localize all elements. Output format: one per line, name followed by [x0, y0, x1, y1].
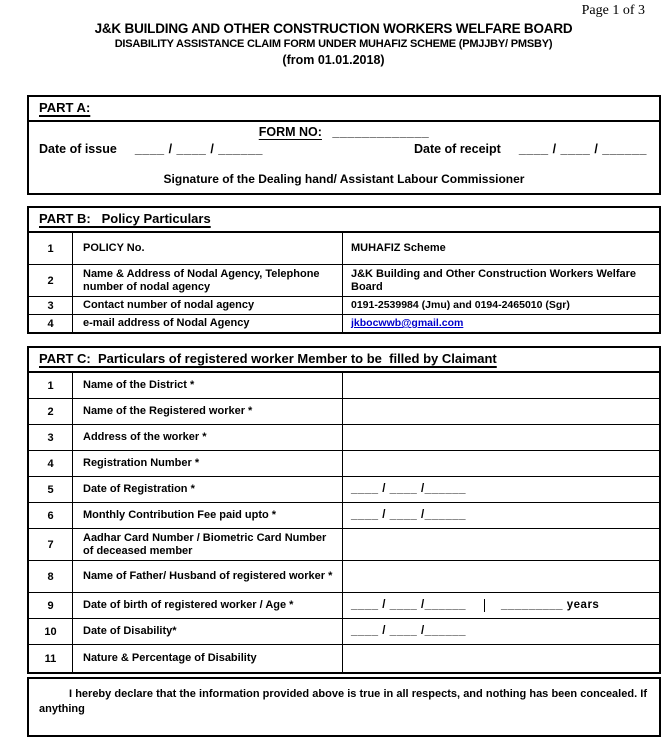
declaration-section — [27, 677, 661, 737]
worker-name-field[interactable] — [343, 399, 659, 424]
part-a-heading-row — [29, 97, 659, 122]
row-label: Nature & Percentage of Disability — [73, 645, 343, 672]
row-number: 1 — [29, 233, 73, 264]
row-label: Date of birth of registered worker / Age * — [73, 593, 343, 618]
part-b-heading: PART B: Policy Particulars — [39, 211, 211, 226]
table-row — [29, 399, 659, 425]
row-number: 5 — [29, 477, 73, 502]
table-row — [29, 529, 659, 561]
table-row — [29, 425, 659, 451]
header — [0, 20, 667, 69]
aadhar-number-field — [343, 529, 659, 560]
age-years-field[interactable]: _________ years — [501, 599, 600, 611]
dates-line — [29, 139, 659, 156]
table-row — [29, 315, 659, 332]
row-label: Name of the Registered worker * — [73, 399, 343, 424]
part-c-section — [27, 346, 661, 674]
table-row — [29, 645, 659, 672]
dob-age-value-cell — [343, 593, 659, 618]
part-c-heading: PART C: Particulars of registered worker Member to be filled by Claimant — [39, 351, 497, 366]
row-label: Date of Registration * — [73, 477, 343, 502]
row-number: 7 — [29, 529, 73, 560]
page-indicator: Page 1 of 3 — [581, 3, 645, 18]
scheme-name: MUHAFIZ Scheme — [351, 242, 446, 254]
table-row — [29, 233, 659, 265]
form-no-line — [29, 125, 659, 139]
row-label: Contact number of nodal agency — [73, 297, 343, 314]
nodal-agency-value: J&K Building and Other Construction Workers Welfare Board — [351, 267, 637, 293]
registration-date-field[interactable]: ____ / ____ /______ — [351, 483, 467, 495]
effective-from-label: (from 01.01.2018) — [282, 53, 385, 67]
email-value-cell — [343, 315, 659, 332]
declaration-text: I hereby declare that the information provided above is true in all respects, and nothing has been concealed. If anything — [39, 688, 647, 715]
row-label: e-mail address of Nodal Agency — [73, 315, 343, 332]
table-row — [29, 561, 659, 593]
table-row — [29, 593, 659, 619]
table-row — [29, 477, 659, 503]
table-row — [29, 297, 659, 315]
page-title: J&K BUILDING AND OTHER CONSTRUCTION WORKERS WELFARE BOARD — [94, 21, 573, 36]
table-row — [29, 451, 659, 477]
table-row — [29, 265, 659, 297]
row-number: 3 — [29, 297, 73, 314]
date-of-issue-field[interactable]: ____ / ____ / ______ — [134, 142, 263, 156]
form-no-blank-field[interactable]: _____________ — [332, 125, 430, 139]
email-link[interactable]: jkbocwwb@gmail.com — [351, 317, 464, 329]
row-number: 4 — [29, 451, 73, 476]
registration-number-field[interactable] — [343, 451, 659, 476]
row-label: Name & Address of Nodal Agency, Telephone number of nodal agency — [73, 265, 343, 296]
row-label: Name of Father/ Husband of registered worker * — [73, 561, 343, 592]
part-c-heading-row — [29, 348, 659, 373]
disability-date-field[interactable]: ____ / ____ /______ — [351, 625, 467, 637]
contact-number-value: 0191-2539984 (Jmu) and 0194-2465010 (Sgr) — [351, 299, 570, 311]
row-number: 3 — [29, 425, 73, 450]
row-label: Aadhar Card Number / Biometric Card Number of deceased member — [73, 529, 343, 560]
dob-date-field[interactable]: ____ / ____ /______ — [351, 599, 467, 611]
row-label: Address of the worker * — [73, 425, 343, 450]
row-number: 1 — [29, 373, 73, 398]
form-no-label: FORM NO: — [258, 125, 322, 139]
row-number: 9 — [29, 593, 73, 618]
row-number: 6 — [29, 503, 73, 528]
row-number: 2 — [29, 265, 73, 296]
row-label: Name of the District * — [73, 373, 343, 398]
table-row — [29, 619, 659, 645]
district-field[interactable] — [343, 373, 659, 398]
worker-address-field[interactable] — [343, 425, 659, 450]
part-a-heading: PART A: — [39, 100, 91, 115]
page-subtitle: DISABILITY ASSISTANCE CLAIM FORM UNDER MUHAFIZ SCHEME (PMJJBY/ PMSBY) — [114, 38, 553, 50]
disability-nature-field[interactable] — [343, 645, 659, 672]
row-number: 8 — [29, 561, 73, 592]
row-label: Monthly Contribution Fee paid upto * — [73, 503, 343, 528]
table-row — [29, 373, 659, 399]
row-label: POLICY No. — [73, 233, 343, 264]
row-number: 10 — [29, 619, 73, 644]
part-b-heading-row — [29, 208, 659, 233]
contribution-paid-upto-field[interactable]: ____ / ____ /______ — [351, 509, 467, 521]
policy-no-value-cell — [343, 233, 659, 264]
father-husband-name-field[interactable] — [343, 561, 659, 592]
row-label: Date of Disability* — [73, 619, 343, 644]
table-row — [29, 503, 659, 529]
signature-line-label: Signature of the Dealing hand/ Assistant Labour Commissioner — [163, 172, 525, 186]
date-of-receipt-label: Date of receipt — [413, 142, 501, 156]
row-number: 11 — [29, 645, 73, 672]
date-of-issue-label: Date of issue — [39, 142, 117, 156]
row-label: Registration Number * — [73, 451, 343, 476]
row-number: 4 — [29, 315, 73, 332]
date-of-receipt-field[interactable]: ____ / ____ / ______ — [518, 142, 647, 156]
part-a-section — [27, 95, 661, 195]
row-number: 2 — [29, 399, 73, 424]
part-b-section — [27, 206, 661, 334]
